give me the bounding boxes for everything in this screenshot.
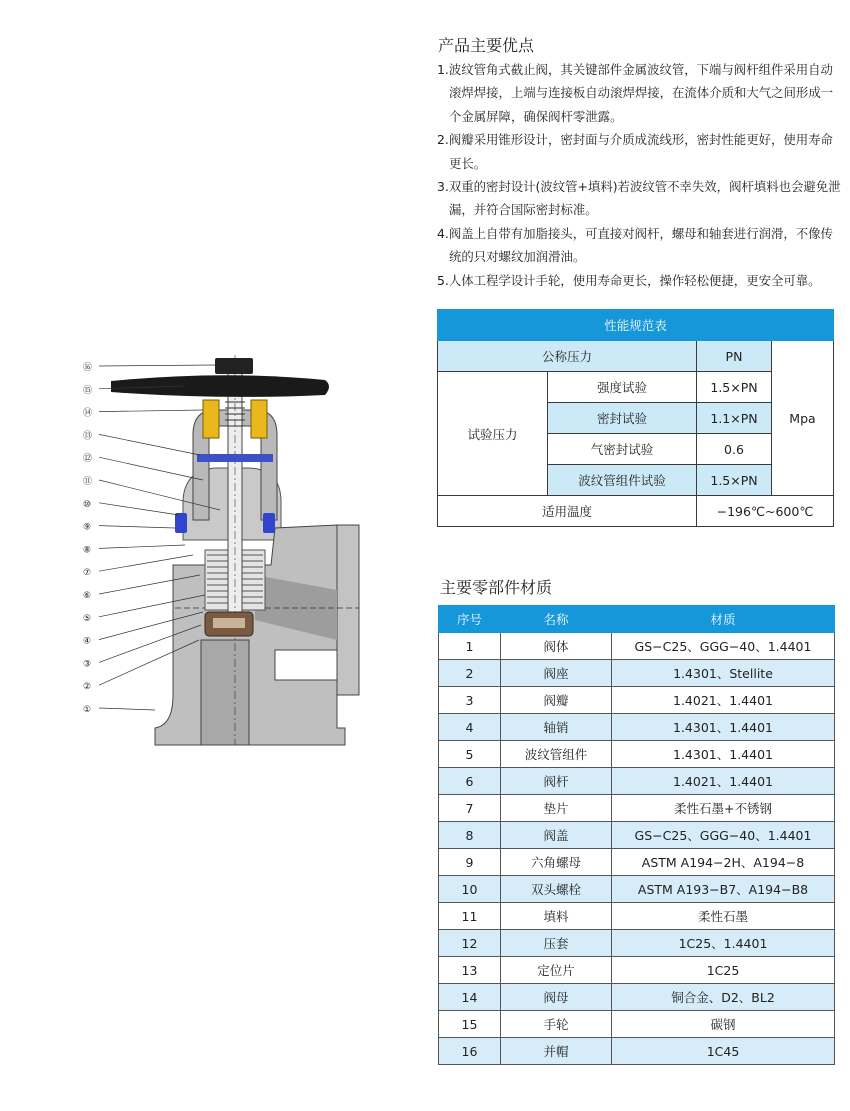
table-row (439, 1038, 835, 1065)
callout-number: ⑪ (83, 477, 93, 487)
row-index: 9 (439, 849, 501, 876)
valve-section-diagram (75, 350, 365, 750)
row-index: 1 (439, 633, 501, 660)
advantage-item: 3.双重的密封设计(波纹管+填料)若波纹管不幸失效，阀杆填料也会避免泄漏，并符合国际密封标准。 (437, 179, 841, 218)
pressure-unit: Mpa (772, 341, 834, 496)
nominal-pressure-label: 公称压力 (438, 341, 697, 372)
part-name: 阀母 (501, 984, 612, 1011)
advantage-item: 5.人体工程学设计手轮，使用寿命更长，操作轻松便捷，更安全可靠。 (437, 272, 821, 288)
part-name: 手轮 (501, 1011, 612, 1038)
table-row (439, 687, 835, 714)
row-index: 13 (439, 957, 501, 984)
row-index: 8 (439, 822, 501, 849)
table-row (439, 660, 835, 687)
part-name: 轴销 (501, 714, 612, 741)
table-row (439, 849, 835, 876)
part-material: 碳钢 (612, 1011, 835, 1038)
callout-leader-line (99, 503, 179, 515)
table-row (439, 795, 835, 822)
row-index: 12 (439, 930, 501, 957)
row-index: 14 (439, 984, 501, 1011)
materials-table (438, 605, 835, 1065)
part-name: 阀体 (501, 633, 612, 660)
part-name: 并帽 (501, 1038, 612, 1065)
callout-leader-line (99, 708, 155, 710)
table-row (439, 876, 835, 903)
callout-leader-line (99, 365, 215, 366)
row-index: 15 (439, 1011, 501, 1038)
test-value: 1.1×PN (697, 403, 772, 434)
part-name: 阀盖 (501, 822, 612, 849)
temperature-value: −196℃~600℃ (697, 496, 834, 527)
spec-table (437, 309, 834, 527)
temperature-label: 适用温度 (438, 496, 697, 527)
row-index: 2 (439, 660, 501, 687)
callout-number: ⑩ (83, 499, 92, 510)
callout-leader-line (99, 410, 203, 412)
callout-leader-line (99, 526, 175, 528)
row-index: 3 (439, 687, 501, 714)
part-material: ASTM A193−B7、A194−B8 (612, 876, 835, 903)
table-row (439, 903, 835, 930)
col-header-name: 名称 (501, 606, 612, 633)
test-value: 1.5×PN (697, 372, 772, 403)
table-row (439, 1011, 835, 1038)
table-row (439, 822, 835, 849)
part-name: 六角螺母 (501, 849, 612, 876)
part-name: 波纹管组件 (501, 741, 612, 768)
part-name: 压套 (501, 930, 612, 957)
part-material: 1.4301、1.4401 (612, 741, 835, 768)
row-index: 6 (439, 768, 501, 795)
part-material: 铜合金、D2、BL2 (612, 984, 835, 1011)
test-pressure-label: 试验压力 (438, 372, 548, 496)
hex-nut-left (175, 513, 187, 533)
callout-number: ② (83, 682, 92, 693)
callout-number: ⑬ (83, 431, 93, 442)
callout-number: ③ (83, 659, 92, 670)
hex-nut-right (263, 513, 275, 533)
callout-number: ⑭ (83, 408, 93, 419)
test-name: 强度试验 (548, 372, 697, 403)
table-row (439, 957, 835, 984)
part-name: 双头螺栓 (501, 876, 612, 903)
part-material: 1C45 (612, 1038, 835, 1065)
table-row (439, 768, 835, 795)
callout-leader-line (99, 545, 185, 548)
part-material: 1C25、1.4401 (612, 930, 835, 957)
spec-table-title: 性能规范表 (438, 310, 834, 341)
part-material: GS−C25、GGG−40、1.4401 (612, 633, 835, 660)
callout-leader-line (99, 457, 203, 480)
part-material: GS−C25、GGG−40、1.4401 (612, 822, 835, 849)
gland-plate (197, 454, 273, 462)
test-name: 密封试验 (548, 403, 697, 434)
row-index: 11 (439, 903, 501, 930)
row-index: 7 (439, 795, 501, 822)
col-header-material: 材质 (612, 606, 835, 633)
test-value: 0.6 (697, 434, 772, 465)
nominal-pressure-value: PN (697, 341, 772, 372)
part-name: 阀瓣 (501, 687, 612, 714)
table-row (439, 741, 835, 768)
part-material: ASTM A194−2H、A194−8 (612, 849, 835, 876)
part-name: 阀杆 (501, 768, 612, 795)
part-name: 阀座 (501, 660, 612, 687)
table-row (439, 984, 835, 1011)
callout-number: ⑫ (83, 454, 93, 465)
part-material: 柔性石墨 (612, 903, 835, 930)
advantages-list (437, 58, 842, 292)
advantage-item: 1.波纹管角式截止阀，其关键部件金属波纹管，下端与阀杆组件采用自动滚焊焊接，上端与连接板自动滚焊焊接，在流体介质和大气之间形成一个金属屏障，确保阀杆零泄露。 (437, 62, 834, 124)
table-row (439, 930, 835, 957)
callout-leader-line (99, 434, 200, 455)
table-row (439, 633, 835, 660)
callout-number: ⑮ (83, 385, 93, 396)
advantage-item: 2.阀瓣采用锥形设计，密封面与介质成流线形，密封性能更好，使用寿命更长。 (437, 132, 833, 171)
row-index: 10 (439, 876, 501, 903)
callout-number: ⑤ (83, 613, 92, 624)
part-name: 垫片 (501, 795, 612, 822)
part-material: 柔性石墨+不锈钢 (612, 795, 835, 822)
yoke-nut-right (251, 400, 267, 438)
part-material: 1C25 (612, 957, 835, 984)
advantages-title: 产品主要优点 (438, 36, 535, 55)
materials-title: 主要零部件材质 (440, 578, 553, 597)
yoke-nut-left (203, 400, 219, 438)
test-name: 波纹管组件试验 (548, 465, 697, 496)
callout-number: ⑨ (83, 522, 92, 533)
part-material: 1.4021、1.4401 (612, 768, 835, 795)
part-name: 定位片 (501, 957, 612, 984)
col-header-index: 序号 (439, 606, 501, 633)
part-material: 1.4301、Stellite (612, 660, 835, 687)
part-name: 填料 (501, 903, 612, 930)
callout-number: ⑦ (83, 568, 92, 579)
callout-number: ① (83, 705, 92, 715)
test-value: 1.5×PN (697, 465, 772, 496)
row-index: 4 (439, 714, 501, 741)
part-material: 1.4021、1.4401 (612, 687, 835, 714)
handwheel (111, 358, 329, 397)
part-material: 1.4301、1.4401 (612, 714, 835, 741)
row-index: 5 (439, 741, 501, 768)
row-index: 16 (439, 1038, 501, 1065)
callout-number: ④ (83, 636, 92, 647)
callout-number: ⑧ (83, 545, 92, 556)
callout-number: ⑥ (83, 591, 92, 601)
advantage-item: 4.阀盖上自带有加脂接头，可直接对阀杆，螺母和轴套进行润滑，不像传统的只对螺纹加润滑油。 (437, 225, 833, 265)
callout-number: ⑯ (83, 363, 93, 373)
table-row (439, 714, 835, 741)
test-name: 气密封试验 (548, 434, 697, 465)
